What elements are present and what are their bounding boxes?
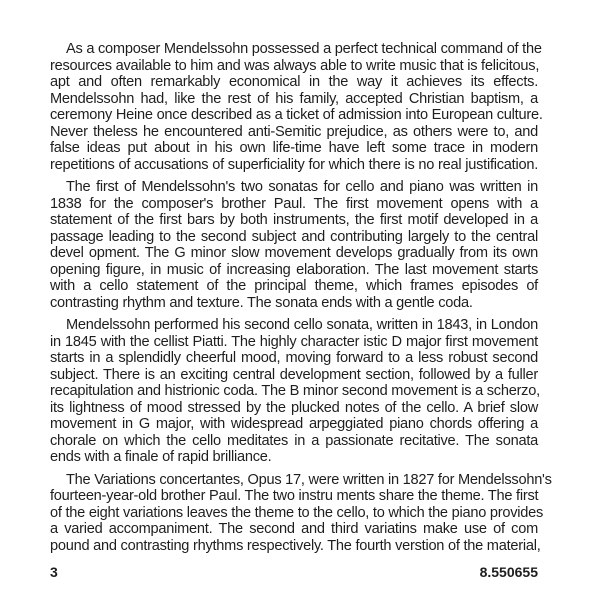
paragraph-variations-concertantes xyxy=(50,471,552,555)
text-line: ends with a finale of rapid brilliance. xyxy=(50,449,272,465)
paragraph-first-sonata xyxy=(50,179,538,311)
text-line: a varied accompaniment. The second and third variatins make use of com xyxy=(50,521,538,537)
text-line: movement in G major, with widespread arpeggiated piano chords offering a xyxy=(50,416,538,432)
text-line: Mendelssohn performed his second cello sonata, written in 1843, in London xyxy=(66,317,538,333)
text-line: Never theless he encountered anti-Semitic prejudice, as others were to, and xyxy=(50,123,538,140)
text-line: The Variations concertantes, Opus 17, were written in 1827 for Mendelssohn's xyxy=(66,471,552,488)
text-line: its lightness of mood stressed by the plucked notes of the cello. A brief slow xyxy=(50,399,538,416)
text-line: 1838 for the composer's brother Paul. The first movement opens with a xyxy=(50,195,538,212)
text-line: false ideas put about in his own life-time have left some trace in modern xyxy=(50,140,538,156)
text-line: fourteen-year-old brother Paul. The two instru ments share the theme. The first xyxy=(50,488,539,504)
text-line: The first of Mendelssohn's two sonatas for cello and piano was written in xyxy=(66,179,538,195)
paragraph-second-sonata xyxy=(50,317,538,466)
text-line: repetitions of accusations of superficiality for which there is no real justification. xyxy=(50,156,538,173)
text-line: resources available to him and was always able to write music that is felicitous, xyxy=(50,57,540,74)
text-line: starts in a splendidly cheerful mood, moving forward to a less robust second xyxy=(50,350,538,366)
text-line: ceremony Heine once described as a ticket of admission into European culture. xyxy=(50,107,543,123)
text-line: apt and often remarkably economical in the way it achieves its effects. xyxy=(50,74,538,90)
text-line: of the eight variations leaves the theme to the cello, to which the piano provides xyxy=(50,504,544,521)
text-line: opening figure, in music of increasing elaboration. The last movement starts xyxy=(50,261,538,278)
text-line: As a composer Mendelssohn possessed a perfect technical command of the xyxy=(66,41,542,57)
text-line: chorale on which the cello meditates in a passionate recitative. The sonata xyxy=(50,432,538,449)
text-line: statement of the first bars by both instruments, the first motif developed in a xyxy=(50,212,538,228)
text-line: pound and contrasting rhythms respectively. The fourth verstion of the material, xyxy=(50,537,541,554)
text-line: Mendelssohn had, like the rest of his family, accepted Christian baptism, a xyxy=(50,90,538,107)
body-text xyxy=(50,41,552,560)
paragraph-mendelssohn-intro xyxy=(50,41,543,173)
text-line: passage leading to the second subject and contributing largely to the central xyxy=(50,228,538,245)
text-line: devel opment. The G minor slow movement develops gradually from its own xyxy=(50,245,538,261)
text-line: in 1845 with the cellist Piatti. The highly character istic D major first movement xyxy=(50,333,538,350)
page-number: 3 xyxy=(50,564,58,580)
text-line: subject. There is an exciting central development section, followed by a fuller xyxy=(50,366,538,383)
catalog-number: 8.550655 xyxy=(479,564,538,580)
text-line: recapitulation and histrionic coda. The B minor second movement is a scherzo, xyxy=(50,383,540,399)
text-line: with a cello statement of the principal theme, which frames episodes of xyxy=(50,278,538,294)
text-line: contrasting rhythm and texture. The sonata ends with a gentle coda. xyxy=(50,294,473,311)
